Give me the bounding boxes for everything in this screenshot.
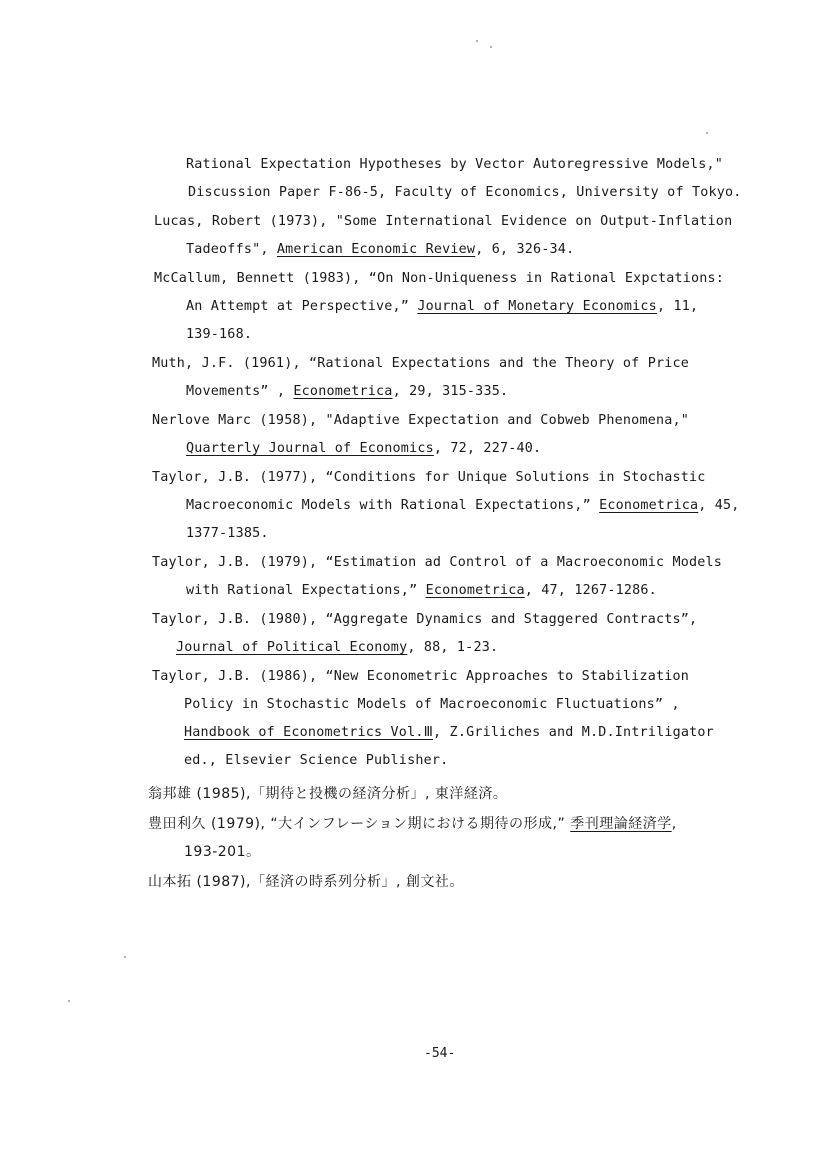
reference-text: McCallum, Bennett (1983), “On Non-Uniqueness in Rational Expctations: [154, 271, 725, 286]
reference-text: , 88, 1-23. [407, 640, 499, 655]
reference-line [186, 525, 269, 543]
reference-line [152, 668, 689, 686]
reference-text: An Attempt at Perspective,” [186, 299, 418, 314]
reference-text: , Z.Griliches and M.D.Intriligator [433, 725, 714, 740]
reference-text: Macroeconomic Models with Rational Expectations,” [186, 498, 600, 513]
reference-line [184, 724, 714, 742]
scan-speck [706, 132, 708, 134]
journal-title: Econometrica [599, 498, 699, 513]
reference-line [186, 326, 252, 344]
reference-text: 山本拓 (1987),「経済の時系列分析」, 創文社。 [148, 874, 464, 890]
reference-text: Lucas, Robert (1973), "Some International Evidence on Output-Inflation [154, 214, 733, 229]
reference-text: 139-168. [186, 327, 253, 342]
reference-text: Discussion Paper F-86-5, Faculty of Economics, University of Tokyo. [188, 185, 742, 200]
reference-text: , 47, 1267-1286. [524, 583, 657, 598]
scan-speck [124, 956, 126, 958]
reference-line [152, 554, 722, 572]
reference-line [154, 270, 724, 288]
reference-line [186, 241, 574, 259]
reference-text: Movements” , [186, 384, 294, 399]
journal-title: Econometrica [293, 384, 393, 399]
scan-speck [68, 1000, 70, 1002]
journal-title: Econometrica [425, 583, 525, 598]
reference-line [176, 639, 498, 657]
reference-text: Muth, J.F. (1961), “Rational Expectations and the Theory of Price [152, 356, 690, 371]
reference-text: Nerlove Marc (1958), "Adaptive Expectation and Cobweb Phenomena," [152, 413, 690, 428]
reference-line [186, 497, 740, 515]
reference-line [152, 412, 689, 430]
reference-text: Policy in Stochastic Models of Macroeconomic Fluctuations” , [184, 697, 680, 712]
reference-text: Taylor, J.B. (1977), “Conditions for Unique Solutions in Stochastic [152, 470, 706, 485]
journal-title: Quarterly Journal of Economics [186, 441, 434, 456]
reference-line [186, 298, 698, 316]
reference-text: , 11, [656, 299, 699, 314]
reference-line [148, 815, 677, 833]
reference-text: Taylor, J.B. (1979), “Estimation ad Control of a Macroeconomic Models [152, 555, 723, 570]
reference-text: Rational Expectation Hypotheses by Vector Autoregressive Models," [186, 157, 724, 172]
journal-title: Journal of Monetary Economics [417, 299, 657, 314]
reference-line [152, 611, 697, 629]
reference-line [154, 213, 732, 231]
reference-text: , 6, 326-34. [475, 242, 575, 257]
reference-text: , 45, [698, 498, 740, 513]
reference-line [184, 696, 680, 714]
reference-line [186, 156, 723, 174]
reference-text: 193-201。 [184, 844, 261, 860]
reference-line [184, 843, 261, 861]
scan-speck [476, 40, 478, 42]
journal-title: Handbook of Econometrics Vol.Ⅲ [184, 725, 434, 740]
reference-text: 1377-1385. [186, 526, 269, 541]
journal-title: American Economic Review [276, 242, 476, 257]
reference-line [152, 469, 706, 487]
reference-text: Tadeoffs", [186, 242, 277, 257]
reference-text: Taylor, J.B. (1980), “Aggregate Dynamics and Staggered Contracts”, [152, 612, 698, 627]
reference-line [188, 184, 742, 202]
reference-text: , 72, 227-40. [433, 441, 542, 456]
reference-text: with Rational Expectations,” [186, 583, 426, 598]
reference-text: , [671, 816, 677, 832]
reference-text: ed., Elsevier Science Publisher. [184, 753, 449, 768]
reference-line [186, 383, 508, 401]
scan-speck [490, 46, 492, 48]
reference-line [186, 440, 541, 458]
reference-text: , 29, 315-335. [392, 384, 509, 399]
reference-text: 翁邦雄 (1985),「期待と投機の経済分析」, 東洋経済。 [148, 786, 508, 802]
journal-title: 季刊理論経済学 [570, 816, 672, 832]
reference-text: 豊田利久 (1979), “大インフレーション期における期待の形成,” [148, 816, 571, 832]
reference-line [148, 873, 464, 891]
reference-line [152, 355, 689, 373]
reference-line [184, 752, 448, 770]
page-number: -54- [424, 1046, 456, 1061]
reference-text: Taylor, J.B. (1986), “New Econometric Approaches to Stabilization [152, 669, 690, 684]
reference-line [186, 582, 657, 600]
reference-line [148, 785, 507, 803]
journal-title: Journal of Political Economy [176, 640, 408, 655]
